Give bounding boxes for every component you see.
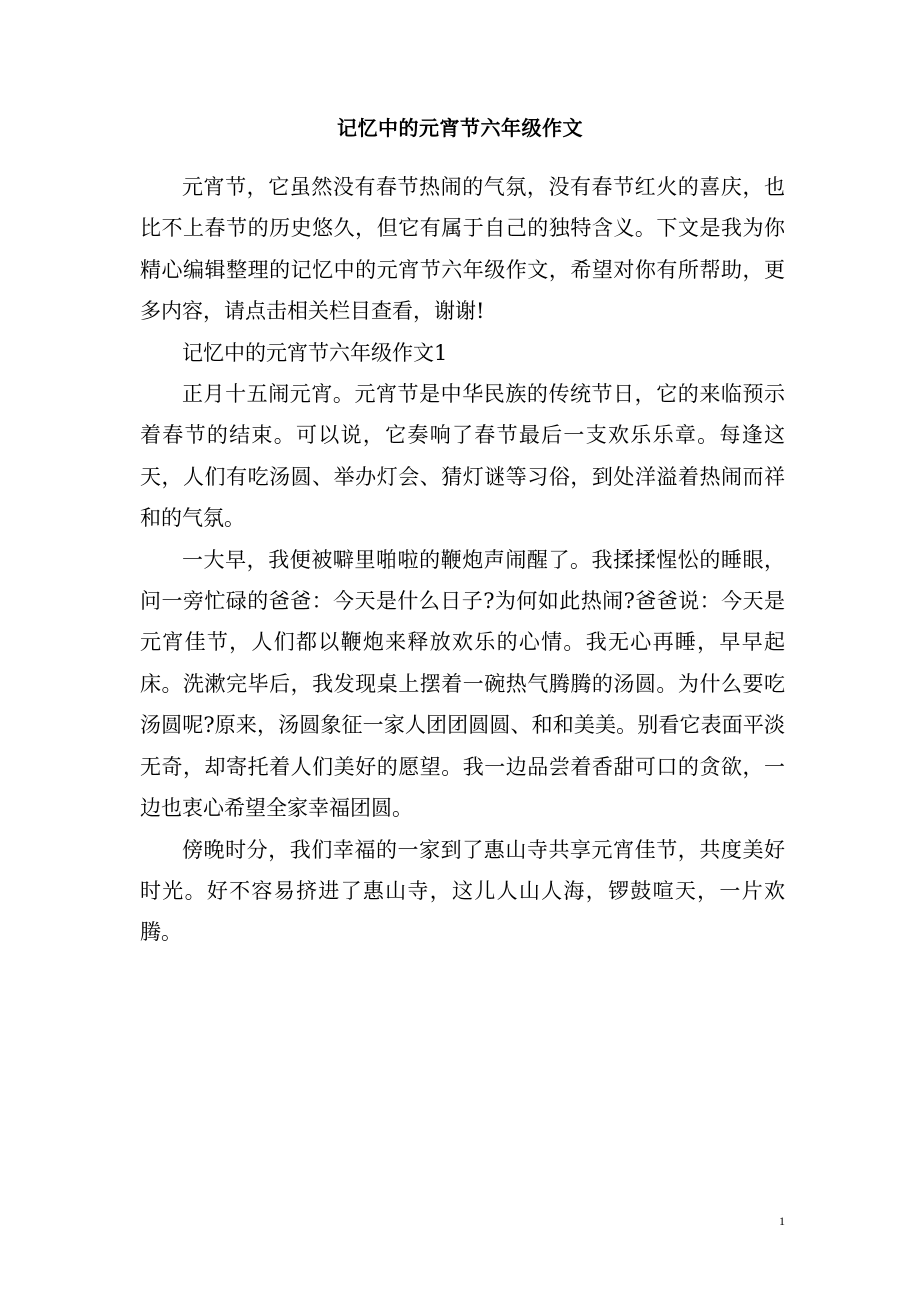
paragraph-morning: 一大早，我便被噼里啪啦的鞭炮声闹醒了。我揉揉惺忪的睡眼，问一旁忙碌的爸爸：今天是什么日子?为何如此热闹?爸爸说：今天是元宵佳节，人们都以鞭炮来释放欢乐的心情。我无心再睡，早早起床。洗漱完毕后，我发现桌上摆着一碗热气腾腾的汤圆。为什么要吃汤圆呢?原来，汤圆象征一家人团团圆圆、和和美美。别看它表面平淡无奇，却寄托着人们美好的愿望。我一边品尝着香甜可口的贪欲，一边也衷心希望全家幸福团圆。 [140,547,785,821]
paragraph-lantern-festival: 正月十五闹元宵。元宵节是中华民族的传统节日，它的来临预示着春节的结束。可以说，它奏响了春节最后一支欢乐乐章。每逢这天，人们有吃汤圆、举办灯会、猜灯谜等习俗，到处洋溢着热闹而祥和的气氛。 [140,382,785,531]
section-heading: 记忆中的元宵节六年级作文1 [182,340,448,365]
paragraph-intro: 元宵节，它虽然没有春节热闹的气氛，没有春节红火的喜庆，也比不上春节的历史悠久，但它有属于自己的独特含义。下文是我为你精心编辑整理的记忆中的元宵节六年级作文，希望对你有所帮助，更多内容，请点击相关栏目查看，谢谢! [140,175,785,324]
paragraph-evening: 傍晚时分，我们幸福的一家到了惠山寺共享元宵佳节，共度美好时光。好不容易挤进了惠山寺，这儿人山人海，锣鼓喧天，一片欢腾。 [140,837,785,945]
document-title: 记忆中的元宵节六年级作文 [337,116,583,140]
page-number: 1 [779,1214,785,1228]
document-body [140,167,785,954]
